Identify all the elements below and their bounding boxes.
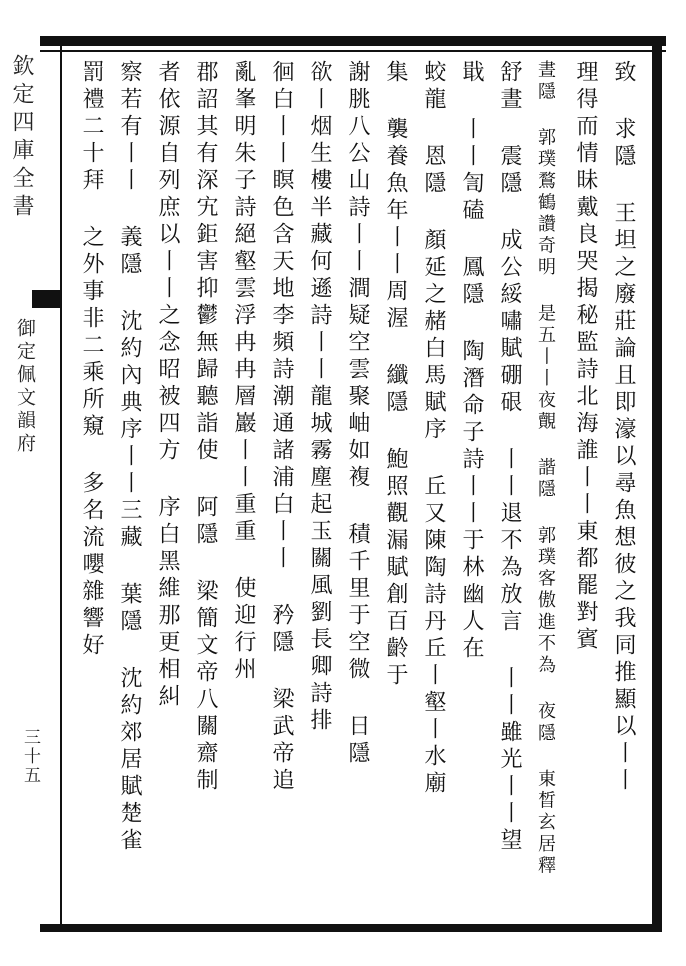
- text-column: 者依源自列庶以丨丨之念昭被四方 序白黑維那更相糾: [155, 60, 180, 711]
- page-number: 三十五: [20, 728, 40, 785]
- text-column: 罰禮二十拜 之外事非二乘所窺 多名流嚶雜響好: [79, 60, 104, 660]
- text-column: 察若有丨丨 義隱 沈約內典序丨丨三藏 葉隱 沈約郊居賦楚雀: [117, 60, 142, 855]
- margin-divider-rule: [60, 36, 62, 932]
- text-column: 謝朓八公山詩丨丨澗疑空雲聚岫如複 積千里于空微 日隱: [345, 60, 370, 768]
- top-frame-rule: [40, 36, 666, 46]
- margin-book-title: 欽定四庫全書: [9, 54, 34, 222]
- text-column: 亂峯明朱子詩絕壑雲浮冉冉層巖丨丨重重 使迎行州: [231, 60, 256, 684]
- text-column: 晝隱 郭璞鶩鶴讚奇明 是五丨丨夜覿 諧隱 郭璞客傲進不為 夜隱 東晳玄居釋: [535, 60, 556, 878]
- top-frame-inner-rule: [40, 50, 666, 52]
- text-column: 戢 丨丨訇磕 鳳隱 陶潛命子詩丨丨于林幽人在: [459, 60, 484, 663]
- text-column: 理得而情昧戴良哭揭秘監詩北海誰丨丨東都罷對賓: [573, 60, 598, 654]
- text-column: 徊白丨丨瞑色含天地李頻詩潮通諸浦白丨丨 矜隱 梁武帝追: [269, 60, 294, 795]
- text-column: 集 襲養魚年丨丨周渥 纖隱 鮑照觀漏賦創百齡于: [383, 60, 408, 690]
- margin-volume-title: 御定佩文韻府: [14, 318, 36, 456]
- text-column: 欲丨烟生樓半藏何遜詩丨丨龍城霧塵起玉關風劉長卿詩排: [307, 60, 332, 735]
- text-column: 郡詔其有深宄鉅害抑鬱無歸聽詣使 阿隱 梁簡文帝八關齋制: [193, 60, 218, 795]
- bottom-frame-rule: [40, 924, 662, 932]
- margin-fishtail: [32, 290, 60, 308]
- text-column: 蛟龍 恩隱 顏延之赭白馬賦序 丘又陳陶詩丹丘丨壑丨水廟: [421, 60, 446, 798]
- text-column: 舒晝 震隱 成公綏嘯賦硼硍 丨丨退不為放言 丨丨雖光丨丨望: [497, 60, 522, 855]
- right-frame-rule: [652, 36, 662, 932]
- text-column: 致 求隱 王坦之廢莊論且即濠以尋魚想彼之我同推顯以丨丨: [611, 60, 636, 795]
